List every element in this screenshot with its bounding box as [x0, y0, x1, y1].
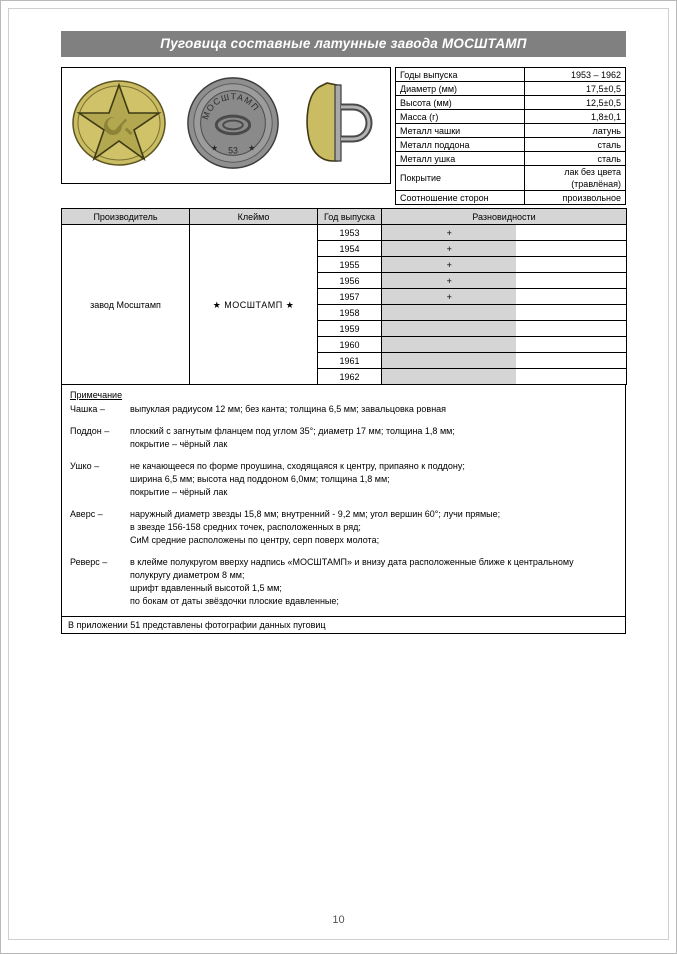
header-maker: Производитель [62, 209, 190, 225]
year-value: 1955 [318, 257, 382, 273]
spec-value: 17,5±0,5 [525, 82, 626, 96]
paper-sheet [9, 9, 668, 939]
year-value: 1956 [318, 273, 382, 289]
spec-row [396, 152, 626, 166]
variety-blank [516, 225, 626, 240]
spec-value: латунь [525, 124, 626, 138]
note-body [130, 403, 625, 416]
table-header-row [62, 209, 627, 225]
svg-text:★: ★ [210, 143, 218, 153]
variety-mark: + [382, 241, 516, 256]
top-section [61, 67, 626, 205]
spec-key: Покрытие [396, 166, 525, 191]
spec-key: Металл ушка [396, 152, 525, 166]
spec-row [396, 191, 626, 205]
svg-text:★: ★ [248, 143, 256, 153]
stamp-value: ★ МОСШТАМП ★ [190, 225, 318, 385]
variety-mark: + [382, 273, 516, 288]
year-value: 1954 [318, 241, 382, 257]
svg-text:53: 53 [228, 145, 238, 156]
variety-mark: + [382, 289, 516, 304]
spec-value: 1,8±0,1 [525, 110, 626, 124]
year-value: 1958 [318, 305, 382, 321]
star-obverse-icon [69, 73, 169, 178]
year-value: 1962 [318, 369, 382, 385]
note-line: в звезде 156-158 средних точек, расположенных в ряд; [130, 522, 361, 532]
spec-value: 1953 – 1962 [525, 68, 626, 82]
note-item [62, 403, 625, 416]
spec-row [396, 166, 626, 191]
variety-cell [382, 257, 627, 273]
note-label: Поддон – [70, 426, 110, 436]
variety-mark [382, 369, 516, 384]
year-value: 1953 [318, 225, 382, 241]
note-line: плоский с загнутым фланцем под углом 35°; диаметр 17 мм; толщина 1,8 мм; [130, 426, 455, 436]
note-line: СиМ средние расположены по центру, серп поверх молота; [130, 535, 380, 545]
note-line: шрифт вдавленный высотой 1,5 мм; [130, 583, 282, 593]
note-body [130, 425, 625, 451]
note-label: Реверс – [70, 557, 108, 567]
spec-key: Годы выпуска [396, 68, 525, 82]
note-line: в клейме полукругом вверху надпись «МОСШТАМП» и внизу дата расположенные ближе к центральному [130, 557, 574, 567]
note-body [130, 460, 625, 499]
page-number: 10 [332, 914, 345, 926]
note-item [62, 508, 625, 547]
spec-row [396, 68, 626, 82]
appendix-note: В приложении 51 представлены фотографии данных пуговиц [61, 617, 626, 634]
spec-value: произвольное [525, 191, 626, 205]
variety-blank [516, 337, 626, 352]
table-row [62, 225, 627, 241]
varieties-table [61, 208, 627, 385]
note-label: Аверс – [70, 509, 103, 519]
variety-cell [382, 337, 627, 353]
spec-key: Металл поддона [396, 138, 525, 152]
variety-mark [382, 305, 516, 320]
variety-cell [382, 241, 627, 257]
note-line: покрытие – чёрный лак [130, 439, 228, 449]
note-line: не качающееся по форме проушина, сходящаяся к центру, припаяно к поддону; [130, 461, 465, 471]
spec-row [396, 124, 626, 138]
page-title: Пуговица составные латунные завода МОСШТАМП [61, 31, 626, 57]
variety-blank [516, 321, 626, 336]
variety-mark: + [382, 257, 516, 272]
note-item [62, 425, 625, 451]
maker-value: завод Мосштамп [62, 225, 190, 385]
variety-mark [382, 321, 516, 336]
illustration-box [61, 67, 391, 184]
notes-block [61, 385, 626, 617]
note-line: выпуклая радиусом 12 мм; без канта; толщина 6,5 мм; завальцовка ровная [130, 404, 447, 414]
variety-cell [382, 353, 627, 369]
year-value: 1959 [318, 321, 382, 337]
note-line: по бокам от даты звёздочки плоские вдавленные; [130, 596, 339, 606]
year-value: 1957 [318, 289, 382, 305]
header-stamp: Клеймо [190, 209, 318, 225]
variety-blank [516, 305, 626, 320]
button-profile-icon [297, 73, 383, 178]
svg-text:МОСШТАМП: МОСШТАМП [200, 91, 262, 121]
spec-key: Масса (г) [396, 110, 525, 124]
spec-key: Соотношение сторон [396, 191, 525, 205]
variety-cell [382, 225, 627, 241]
note-line: наружный диаметр звезды 15,8 мм; внутренний - 9,2 мм; угол вершин 60°; лучи прямые; [130, 509, 501, 519]
spec-row [396, 96, 626, 110]
variety-cell [382, 369, 627, 385]
variety-mark [382, 337, 516, 352]
page-content [61, 31, 626, 634]
variety-blank [516, 241, 626, 256]
variety-mark: + [382, 225, 516, 240]
variety-blank [516, 353, 626, 368]
header-varieties: Разновидности [382, 209, 627, 225]
spec-key: Диаметр (мм) [396, 82, 525, 96]
spec-key: Металл чашки [396, 124, 525, 138]
spec-value: лак без цвета (травлёная) [525, 166, 626, 191]
spec-row [396, 82, 626, 96]
spec-row [396, 110, 626, 124]
spec-value: 12,5±0,5 [525, 96, 626, 110]
year-value: 1961 [318, 353, 382, 369]
spec-key: Высота (мм) [396, 96, 525, 110]
variety-blank [516, 289, 626, 304]
variety-mark [382, 353, 516, 368]
reverse-stamp-icon [184, 74, 282, 177]
variety-cell [382, 321, 627, 337]
note-body [130, 556, 625, 608]
note-line: полукругу диаметром 8 мм; [130, 570, 245, 580]
year-value: 1960 [318, 337, 382, 353]
note-label: Чашка – [70, 404, 105, 414]
note-line: ширина 6,5 мм; высота над поддоном 6,0мм; толщина 1,8 мм; [130, 474, 390, 484]
variety-cell [382, 273, 627, 289]
note-item [62, 460, 625, 499]
spec-table [395, 67, 626, 205]
spec-row [396, 138, 626, 152]
note-body [130, 508, 625, 547]
variety-cell [382, 305, 627, 321]
variety-blank [516, 257, 626, 272]
notes-title: Примечание [70, 390, 123, 400]
header-year: Год выпуска [318, 209, 382, 225]
note-line: покрытие – чёрный лак [130, 487, 228, 497]
spec-value: сталь [525, 138, 626, 152]
note-label: Ушко – [70, 461, 100, 471]
variety-blank [516, 369, 626, 384]
spec-value: сталь [525, 152, 626, 166]
variety-blank [516, 273, 626, 288]
variety-cell [382, 289, 627, 305]
note-item [62, 556, 625, 608]
